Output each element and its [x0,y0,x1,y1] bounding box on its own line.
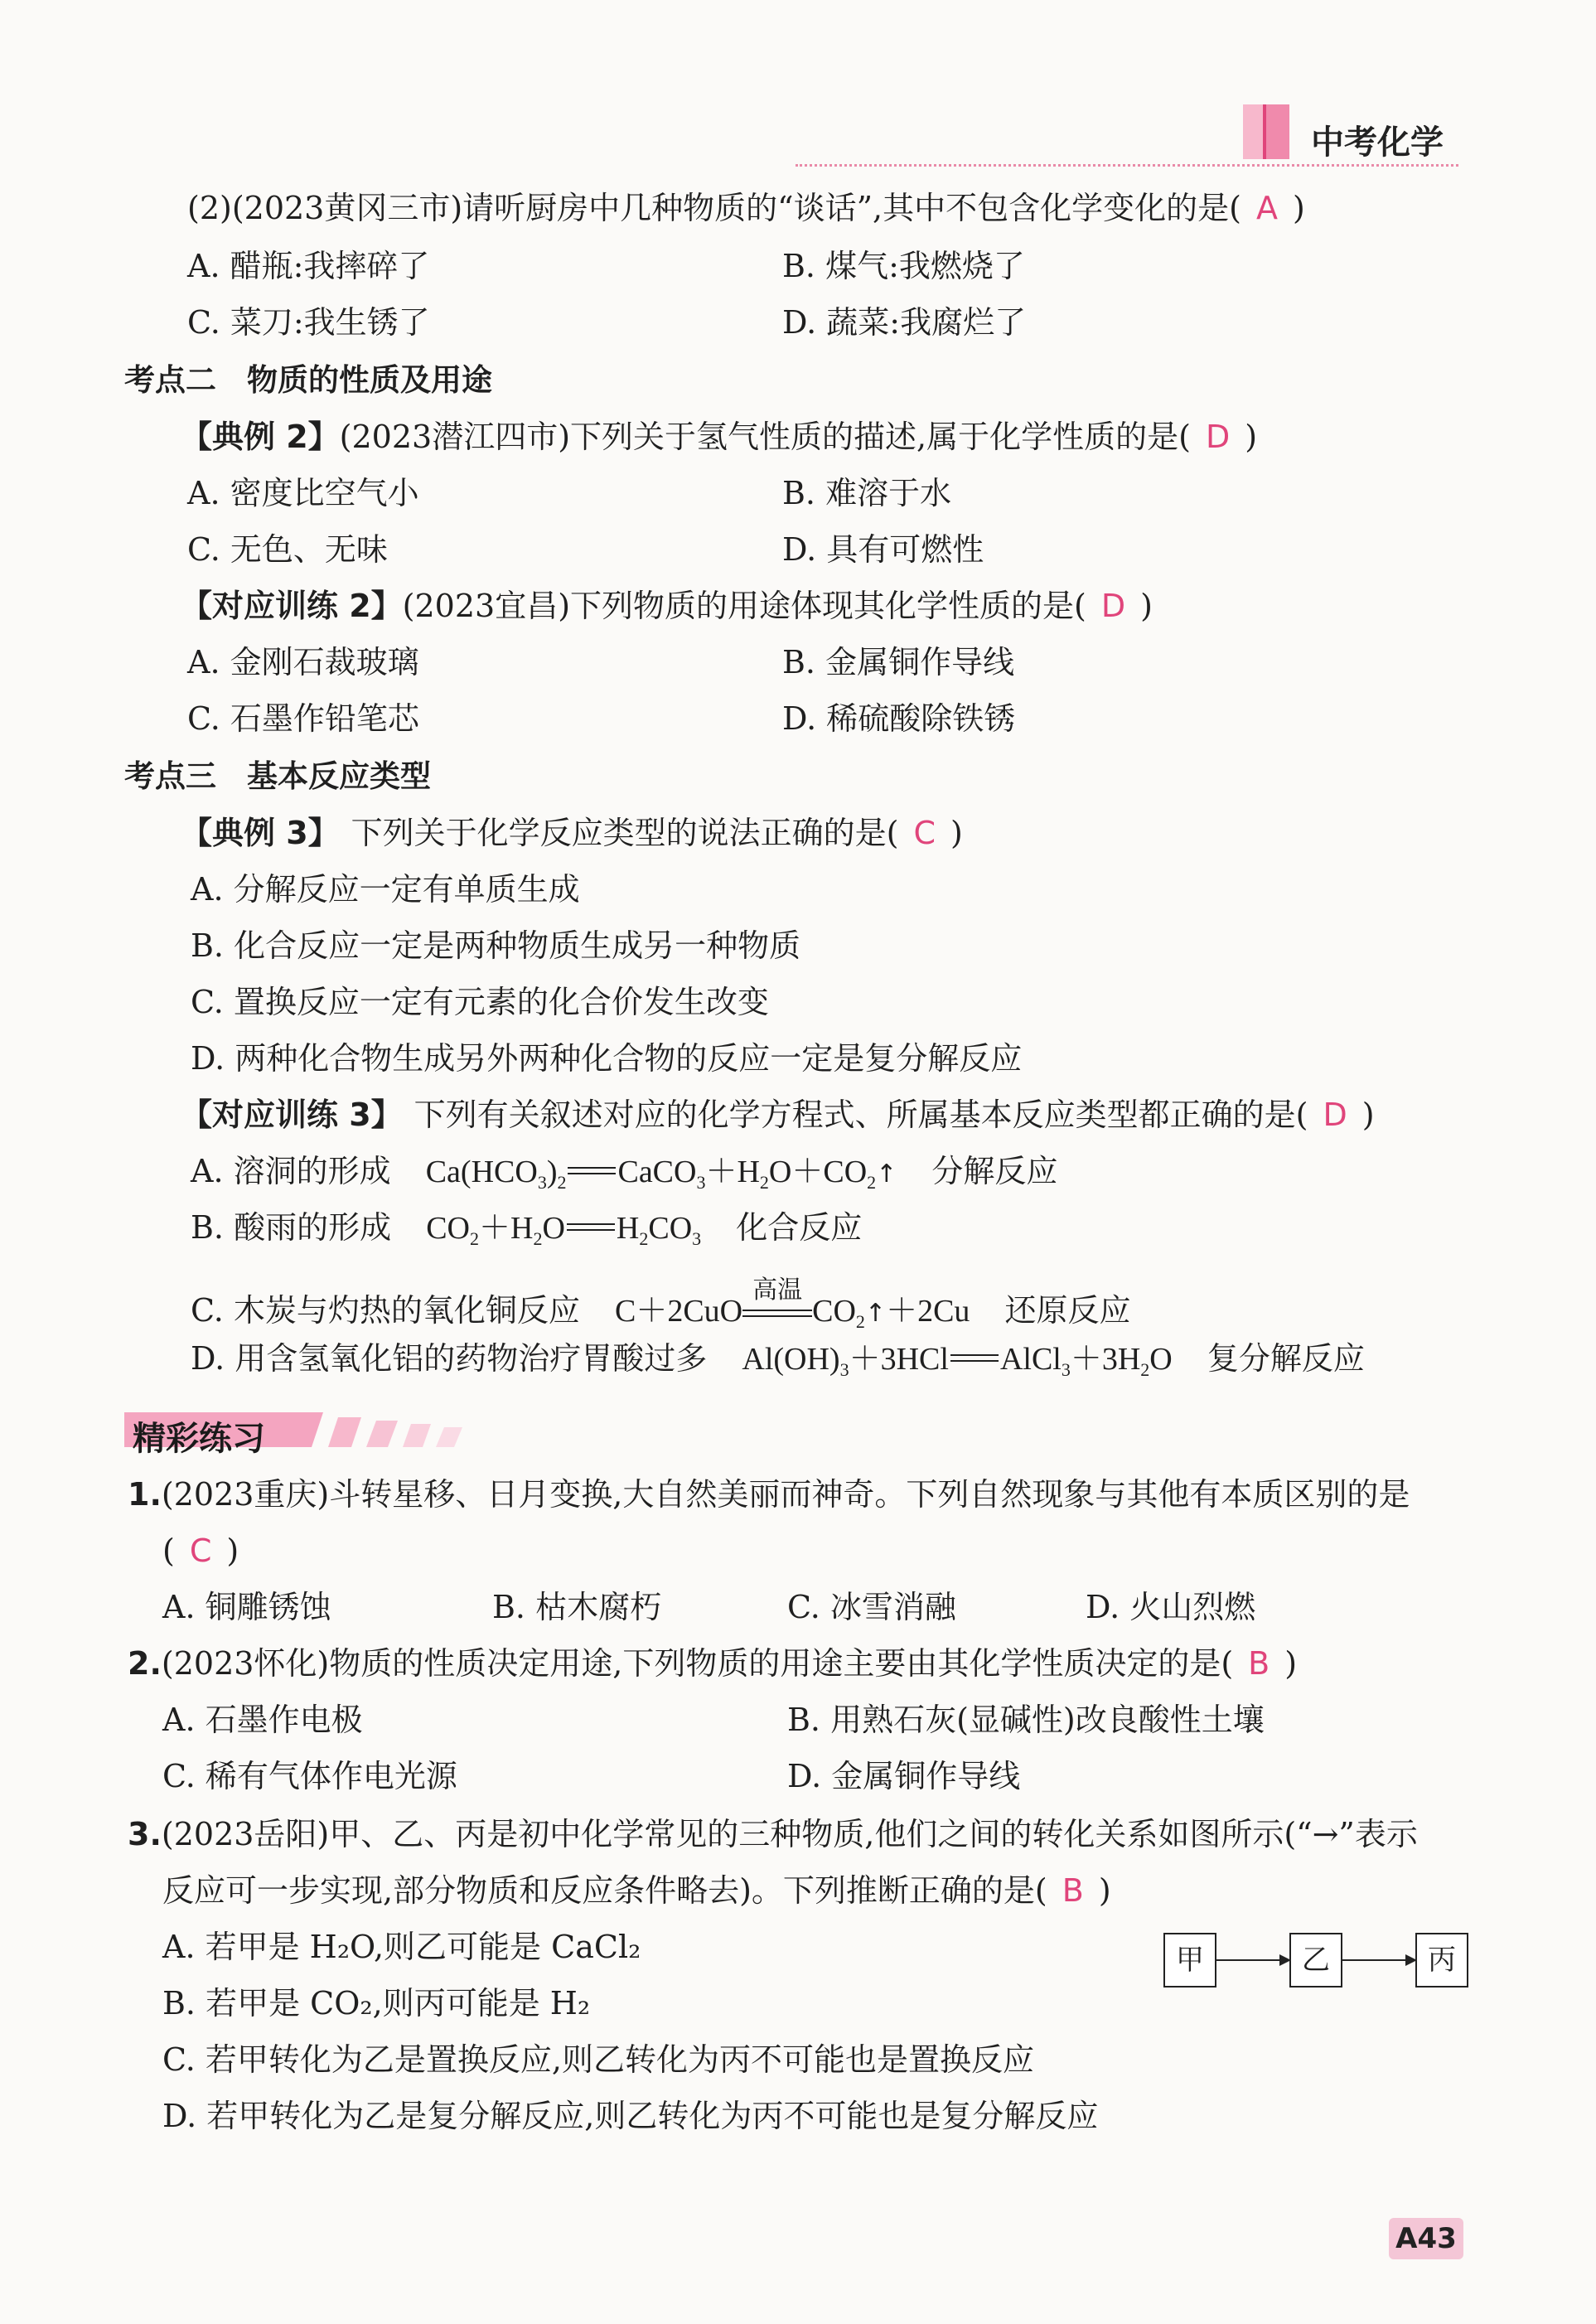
example-2-option-c: C. 无色、无味 [187,531,388,568]
answer-mark: D [1205,419,1231,455]
q2-option-a: A. 醋瓶:我摔碎了 [187,248,430,284]
equation-a: $Ca(HCO_3)_2$ $CaCO_3+H_2O+CO_2↑$ [425,1155,897,1193]
training-3-stem: 【对应训练 3】 下列有关叙述对应的化学方程式、所属基本反应类型都正确的是( D ) [181,1097,1375,1133]
practice-1-option-a: A. 铜雕锈蚀 [162,1589,331,1625]
node-yi: 乙 [1289,1933,1342,1988]
header-title: 中考化学 [1311,123,1444,162]
answer-mark: D [1100,588,1126,624]
q2-option-b: B. 煤气:我燃烧了 [782,248,1025,284]
practice-3-stem-line2: 反应可一步实现,部分物质和反应条件略去)。下列推断正确的是( B ) [162,1872,1111,1909]
example-2-stem: 【典例 2】(2023潜江四市)下列关于氢气性质的描述,属于化学性质的是( D ) [181,419,1258,455]
practice-title: 精彩练习 [133,1420,265,1458]
section-heading-3: 考点三 基本反应类型 [124,758,431,794]
book-icon [1240,101,1293,162]
node-jia: 甲 [1163,1933,1216,1988]
practice-2-stem: 2.(2023怀化)物质的性质决定用途,下列物质的用途主要由其化学性质决定的是( B ) [128,1645,1298,1682]
node-bing: 丙 [1415,1933,1468,1988]
answer-mark: C [189,1532,212,1569]
q2-stem: (2)(2023黄冈三市)请听厨房中几种物质的“谈话”,其中不包含化学变化的是( A ) [187,190,1305,226]
practice-1-answer: ( C ) [162,1532,239,1569]
header-rule [796,164,1458,167]
example-3-option-d: D. 两种化合物生成另外两种化合物的反应一定是复分解反应 [191,1040,1023,1077]
practice-2-option-b: B. 用熟石灰(显碱性)改良酸性土壤 [787,1702,1265,1738]
practice-1-option-b: B. 枯木腐朽 [492,1589,662,1625]
training-2-option-a: A. 金刚石裁玻璃 [187,644,419,680]
answer-mark: C [913,815,936,851]
practice-3-stem-line1: 3.(2023岳阳)甲、乙、丙是初中化学常见的三种物质,他们之间的转化关系如图所示(“→”表示 [128,1816,1418,1852]
example-3-option-c: C. 置换反应一定有元素的化合价发生改变 [191,984,769,1020]
practice-3-option-c: C. 若甲转化为乙是置换反应,则乙转化为丙不可能也是置换反应 [162,2041,1034,2078]
training-3-option-a: A. 溶洞的形成 $Ca(HCO_3)_2$ $CaCO_3+H_2O+CO_2↑$ 分解反应 [191,1153,1058,1193]
page-number: A43 [1389,2218,1463,2259]
example-2-option-d: D. 具有可燃性 [782,531,984,568]
example-3-option-b: B. 化合反应一定是两种物质生成另一种物质 [191,927,801,964]
training-2-option-c: C. 石墨作铅笔芯 [187,700,419,737]
arrow-yi-bing [1342,1959,1415,1961]
practice-3-option-b: B. 若甲是 CO₂,则丙可能是 H₂ [162,1985,591,2021]
practice-2-option-d: D. 金属铜作导线 [787,1758,1021,1794]
practice-3-option-a: A. 若甲是 H₂O,则乙可能是 CaCl₂ [162,1929,641,1965]
training-2-option-b: B. 金属铜作导线 [782,644,1015,680]
practice-2-option-c: C. 稀有气体作电光源 [162,1758,457,1794]
example-2-option-a: A. 密度比空气小 [187,475,419,511]
practice-1-option-c: C. 冰雪消融 [787,1589,956,1625]
practice-1-stem: 1.(2023重庆)斗转星移、日月变换,大自然美丽而神奇。下列自然现象与其他有本质区别的是 [128,1476,1410,1513]
equation-d: $Al(OH)_3+3HCl$ $AlCl_3+3H_2O$ [742,1342,1173,1380]
answer-mark: D [1323,1097,1347,1133]
training-3-option-b: B. 酸雨的形成 $CO_2+H_2O$ $H_2CO_3$ 化合反应 [191,1209,863,1249]
q2-option-d: D. 蔬菜:我腐烂了 [782,304,1027,341]
training-3-option-c: C. 木炭与灼热的氧化铜反应 C＋2CuO 高温 $CO_2↑+2Cu$ 还原反应 [191,1276,1131,1332]
equation-b: $CO_2+H_2O$ $H_2CO_3$ [426,1211,702,1249]
training-3-option-d: D. 用含氢氧化铝的药物治疗胃酸过多 $Al(OH)_3+3HCl$ $AlCl_3+3H_2O$ 复分解反应 [191,1340,1365,1380]
answer-mark: B [1062,1872,1084,1909]
example-3-stem: 【典例 3】 下列关于化学反应类型的说法正确的是( C ) [181,815,963,851]
equation-c: C＋2CuO 高温 $CO_2↑+2Cu$ [614,1276,970,1332]
training-2-stem: 【对应训练 2】(2023宜昌)下列物质的用途体现其化学性质的是( D ) [181,588,1153,624]
training-2-option-d: D. 稀硫酸除铁锈 [782,700,1016,737]
answer-mark: A [1255,190,1278,226]
practice-2-option-a: A. 石墨作电极 [162,1702,363,1738]
practice-1-option-d: D. 火山烈燃 [1086,1589,1256,1625]
section-heading-2: 考点二 物质的性质及用途 [124,362,492,398]
example-2-option-b: B. 难溶于水 [782,475,952,511]
example-3-option-a: A. 分解反应一定有单质生成 [191,871,580,908]
arrow-jia-yi [1216,1959,1289,1961]
conversion-diagram [1163,1933,1470,1988]
answer-mark: B [1248,1645,1270,1682]
practice-3-option-d: D. 若甲转化为乙是复分解反应,则乙转化为丙不可能也是复分解反应 [162,2098,1099,2134]
q2-option-c: C. 菜刀:我生锈了 [187,304,430,341]
